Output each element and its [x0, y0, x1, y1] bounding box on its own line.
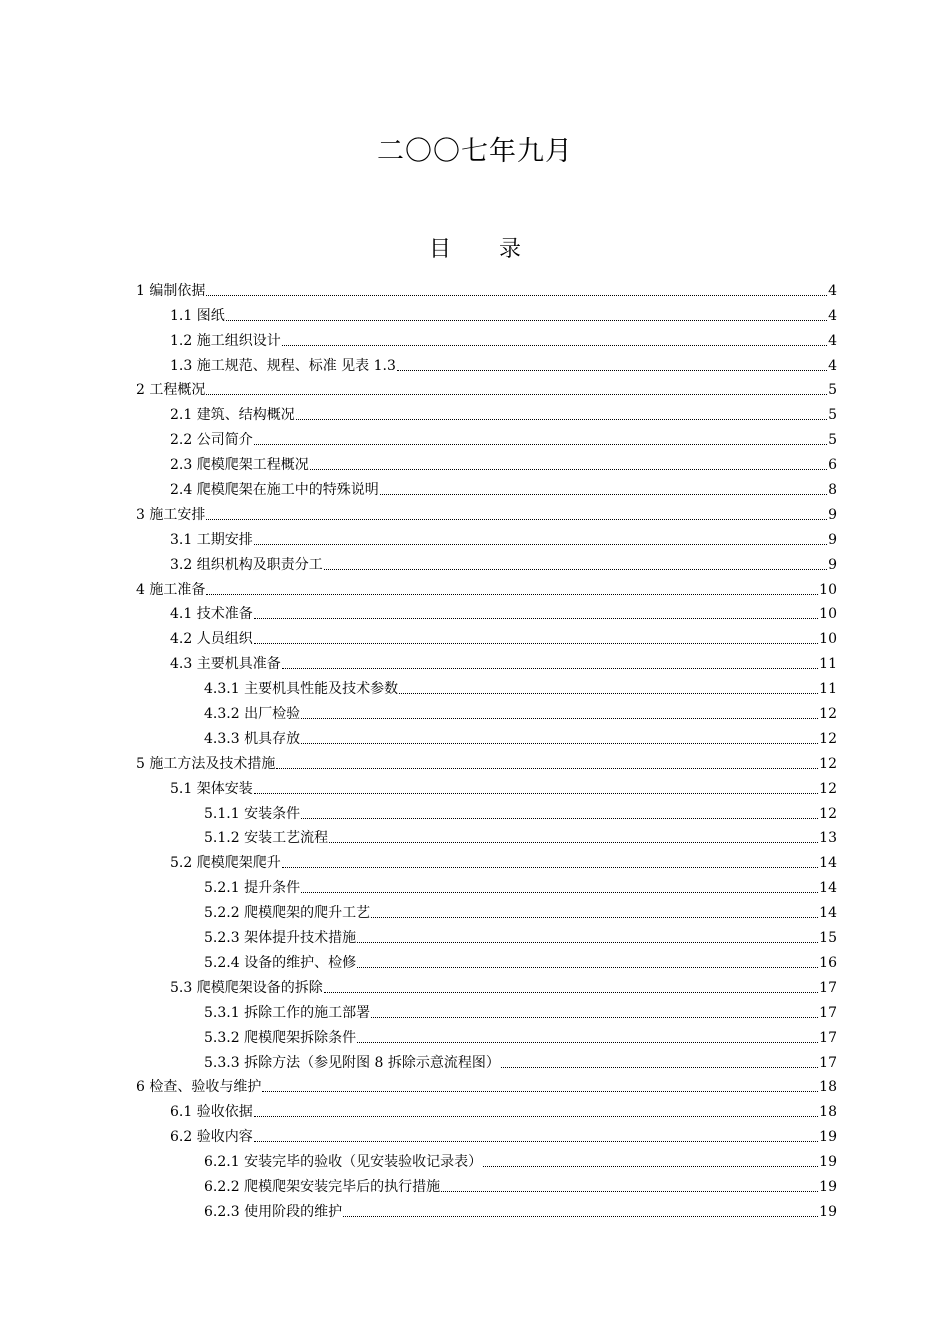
toc-entry-label: 4.3.2 出厂检验 [204, 706, 301, 723]
toc-entry-label: 1.1 图纸 [170, 307, 225, 324]
toc-entry-label: 6.2 验收内容 [170, 1129, 253, 1146]
toc-entry-page: 10 [819, 581, 837, 598]
toc-dot-leader [254, 617, 818, 619]
toc-entry-label: 5.1.1 安装条件 [204, 805, 301, 822]
toc-entry[interactable] [136, 872, 837, 897]
toc-entry-label: 5.3 爬模爬架设备的拆除 [170, 979, 323, 996]
toc-entry[interactable] [136, 549, 837, 574]
toc-entry[interactable] [136, 1146, 837, 1171]
toc-entry-page: 19 [819, 1129, 837, 1146]
toc-entry-page: 9 [828, 531, 837, 548]
toc-entry[interactable] [136, 723, 837, 748]
toc-entry-label: 1.2 施工组织设计 [170, 332, 281, 349]
toc-entry[interactable] [136, 623, 837, 648]
toc-entry-page: 5 [828, 382, 837, 399]
toc-entry-page: 17 [819, 979, 837, 996]
toc-entry-label: 5.1 架体安装 [170, 780, 253, 797]
toc-entry[interactable] [136, 1121, 837, 1146]
toc-entry-page: 17 [819, 1004, 837, 1021]
toc-entry[interactable] [136, 648, 837, 673]
toc-entry[interactable] [136, 1047, 837, 1072]
toc-entry-page: 10 [819, 631, 837, 648]
toc-entry[interactable] [136, 823, 837, 848]
toc-entry[interactable] [136, 997, 837, 1022]
toc-entry[interactable] [136, 947, 837, 972]
toc-entry-page: 15 [819, 930, 837, 947]
toc-entry-page: 12 [819, 780, 837, 797]
toc-entry-page: 16 [819, 954, 837, 971]
toc-entry-page: 12 [819, 755, 837, 772]
toc-dot-leader [310, 468, 827, 470]
toc-entry-page: 5 [828, 432, 837, 449]
toc-dot-leader [206, 518, 827, 520]
toc-dot-leader [254, 792, 818, 794]
toc-entry[interactable] [136, 350, 837, 375]
toc-dot-leader [301, 891, 818, 893]
toc-entry-label: 5 施工方法及技术措施 [136, 755, 276, 772]
toc-entry-page: 11 [819, 681, 837, 698]
toc-entry[interactable] [136, 1022, 837, 1047]
toc-entry[interactable] [136, 375, 837, 400]
toc-dot-leader [254, 1115, 818, 1117]
toc-dot-leader [254, 543, 827, 545]
toc-entry-label: 4.3.3 机具存放 [204, 730, 301, 747]
toc-dot-leader [329, 841, 818, 843]
toc-entry[interactable] [136, 972, 837, 997]
toc-entry[interactable] [136, 1072, 837, 1097]
toc-entry-label: 5.2.4 设备的维护、检修 [204, 954, 357, 971]
toc-entry[interactable] [136, 399, 837, 424]
toc-entry[interactable] [136, 574, 837, 599]
toc-entry-label: 1.3 施工规范、规程、标准 见表 1.3 [170, 357, 396, 374]
toc-entry-label: 4.3.1 主要机具性能及技术参数 [204, 681, 399, 698]
toc-entry-label: 2 工程概况 [136, 382, 206, 399]
toc-entry-label: 5.2 爬模爬架爬升 [170, 855, 281, 872]
toc-entry-label: 1 编制依据 [136, 282, 206, 299]
toc-entry[interactable] [136, 922, 837, 947]
toc-entry[interactable] [136, 773, 837, 798]
toc-dot-leader [324, 991, 818, 993]
toc-dot-leader [324, 568, 827, 570]
toc-entry[interactable] [136, 698, 837, 723]
toc-entry-label: 3.1 工期安排 [170, 531, 253, 548]
toc-title [0, 235, 950, 265]
toc-entry[interactable] [136, 673, 837, 698]
toc-entry-label: 5.2.3 架体提升技术措施 [204, 930, 357, 947]
toc-dot-leader [301, 742, 818, 744]
toc-entry-page: 6 [828, 457, 837, 474]
toc-entry-label: 4 施工准备 [136, 581, 206, 598]
toc-entry-label: 5.3.2 爬模爬架拆除条件 [204, 1029, 357, 1046]
toc-entry-page: 17 [819, 1029, 837, 1046]
toc-dot-leader [380, 493, 827, 495]
toc-dot-leader [254, 443, 827, 445]
toc-entry-page: 13 [819, 830, 837, 847]
toc-entry-page: 12 [819, 730, 837, 747]
toc-entry-label: 5.3.3 拆除方法（参见附图 8 拆除示意流程图） [204, 1054, 500, 1071]
toc-dot-leader [357, 966, 818, 968]
toc-dot-leader [357, 941, 818, 943]
toc-entry-page: 14 [819, 855, 837, 872]
toc-dot-leader [483, 1165, 818, 1167]
toc-dot-leader [301, 717, 818, 719]
toc-dot-leader [301, 817, 818, 819]
toc-entry-label: 5.3.1 拆除工作的施工部署 [204, 1004, 371, 1021]
toc-title-char-1: 目 [428, 237, 451, 262]
toc-dot-leader [399, 692, 818, 694]
toc-entry-label: 2.2 公司简介 [170, 432, 253, 449]
toc-entry[interactable] [136, 325, 837, 350]
toc-entry[interactable] [136, 275, 837, 300]
toc-entry-page: 8 [828, 482, 837, 499]
toc-entry-page: 9 [828, 506, 837, 523]
toc-entry-page: 4 [828, 307, 837, 324]
toc-entry-page: 14 [819, 905, 837, 922]
toc-entry-label: 2.3 爬模爬架工程概况 [170, 457, 309, 474]
toc-dot-leader [397, 369, 827, 371]
toc-entry-label: 5.2.2 爬模爬架的爬升工艺 [204, 905, 371, 922]
toc-entry-page: 17 [819, 1054, 837, 1071]
toc-entry-label: 6.2.2 爬模爬架安装完毕后的执行措施 [204, 1178, 441, 1195]
toc-entry[interactable] [136, 798, 837, 823]
toc-entry[interactable] [136, 599, 837, 624]
toc-dot-leader [343, 1215, 818, 1217]
toc-dot-leader [357, 1041, 818, 1043]
toc-entry-label: 6.1 验收依据 [170, 1104, 253, 1121]
toc-entry-page: 19 [819, 1178, 837, 1195]
toc-title-char-2: 录 [499, 237, 522, 262]
toc-entry-page: 12 [819, 805, 837, 822]
toc-entry[interactable] [136, 1171, 837, 1196]
toc-entry-page: 19 [819, 1203, 837, 1220]
toc-entry[interactable] [136, 1096, 837, 1121]
toc-dot-leader [254, 642, 818, 644]
toc-entry-page: 10 [819, 606, 837, 623]
toc-dot-leader [206, 593, 818, 595]
toc-entry-label: 4.3 主要机具准备 [170, 656, 281, 673]
toc-entry-label: 6.2.3 使用阶段的维护 [204, 1203, 343, 1220]
toc-entry-label: 3.2 组织机构及职责分工 [170, 556, 323, 573]
toc-dot-leader [226, 319, 827, 321]
toc-entry-label: 6 检查、验收与维护 [136, 1079, 262, 1096]
toc-dot-leader [262, 1090, 818, 1092]
toc-entry-page: 12 [819, 706, 837, 723]
toc-entry-page: 19 [819, 1154, 837, 1171]
toc-entry-page: 11 [819, 656, 837, 673]
toc-entry[interactable] [136, 1196, 837, 1221]
toc-entry-label: 2.4 爬模爬架在施工中的特殊说明 [170, 482, 379, 499]
toc-entry[interactable] [136, 748, 837, 773]
toc-entry-label: 5.2.1 提升条件 [204, 880, 301, 897]
toc-dot-leader [206, 294, 827, 296]
toc-entry[interactable] [136, 524, 837, 549]
toc-dot-leader [254, 1140, 818, 1142]
toc-dot-leader [282, 667, 818, 669]
date-line: 二〇〇七年九月 [377, 136, 573, 167]
toc-dot-leader [371, 1016, 818, 1018]
toc-entry-page: 14 [819, 880, 837, 897]
table-of-contents [136, 275, 837, 1221]
toc-entry-page: 5 [828, 407, 837, 424]
toc-dot-leader [276, 767, 818, 769]
toc-entry-page: 4 [828, 282, 837, 299]
toc-dot-leader [282, 866, 818, 868]
toc-entry-label: 5.1.2 安装工艺流程 [204, 830, 329, 847]
toc-entry[interactable] [136, 300, 837, 325]
toc-entry-page: 4 [828, 357, 837, 374]
toc-entry[interactable] [136, 897, 837, 922]
toc-entry-page: 18 [819, 1079, 837, 1096]
toc-dot-leader [501, 1066, 818, 1068]
toc-dot-leader [206, 393, 827, 395]
toc-dot-leader [371, 916, 818, 918]
toc-dot-leader [296, 418, 827, 420]
toc-entry-page: 9 [828, 556, 837, 573]
toc-entry-label: 6.2.1 安装完毕的验收（见安装验收记录表） [204, 1154, 483, 1171]
toc-entry-label: 3 施工安排 [136, 506, 206, 523]
toc-entry-page: 4 [828, 332, 837, 349]
toc-entry-label: 4.1 技术准备 [170, 606, 253, 623]
toc-entry-page: 18 [819, 1104, 837, 1121]
toc-entry-label: 4.2 人员组织 [170, 631, 253, 648]
toc-entry[interactable] [136, 424, 837, 449]
toc-dot-leader [441, 1190, 818, 1192]
toc-entry[interactable] [136, 847, 837, 872]
toc-entry[interactable] [136, 449, 837, 474]
toc-dot-leader [282, 344, 827, 346]
toc-entry[interactable] [136, 474, 837, 499]
toc-entry[interactable] [136, 499, 837, 524]
toc-entry-label: 2.1 建筑、结构概况 [170, 407, 295, 424]
